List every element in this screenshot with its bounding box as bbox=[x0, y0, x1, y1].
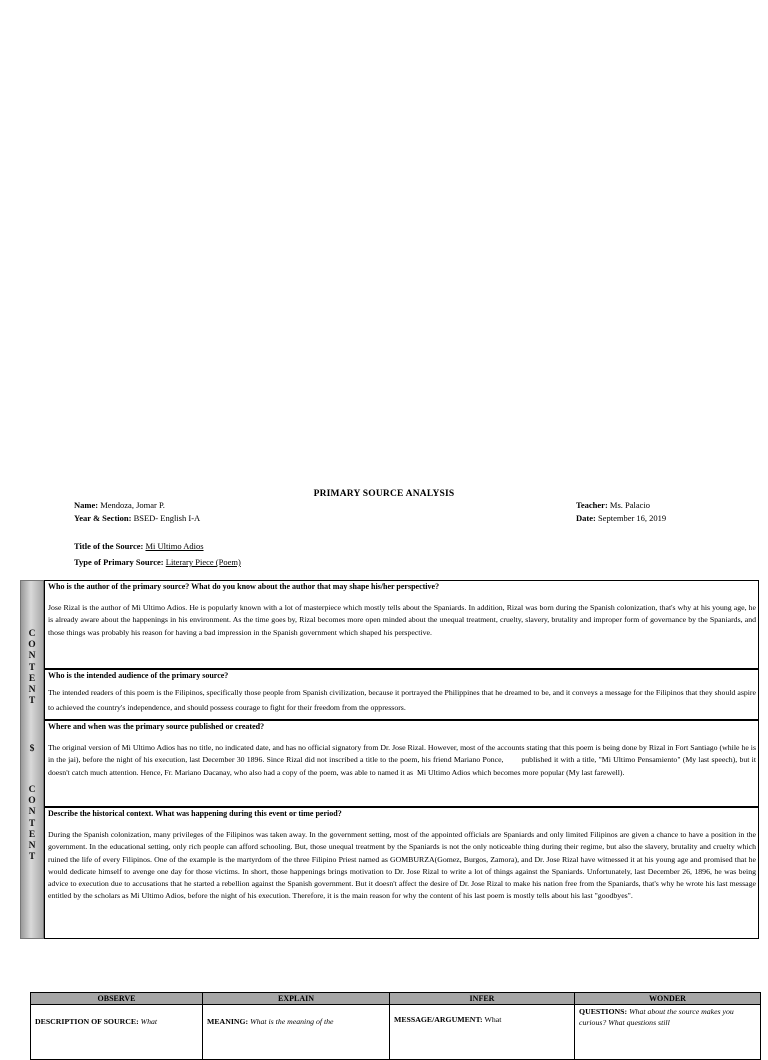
source-type-value: Literary Piece (Poem) bbox=[165, 557, 241, 567]
year-value: BSED- English I-A bbox=[133, 513, 201, 523]
teacher-value: Ms. Palacio bbox=[609, 500, 651, 510]
student-info bbox=[74, 499, 200, 525]
section-answer: Jose Rizal is the author of Mi Ultimo Adios. He is popularly known with a lot of masterpiece which mostly tells about the Spaniards. In addition, Rizal was born during the Spanish colonization, that's why at his young age, he is already aware about the happenings in his environment. As the time goes by, Rizal becomes more open minded about the unequal treatment, cruelty, slavery, brutality and improper form of governance by the Spaniards, and those things was probably his reason for having a bad impression in the Spanish government which shaped his perspective. bbox=[48, 603, 756, 637]
header-observe: OBSERVE bbox=[31, 993, 203, 1005]
content-sidebar bbox=[20, 580, 44, 939]
name-value: Mendoza, Jomar P. bbox=[100, 500, 165, 510]
date-row: Date: September 16, 2019 bbox=[576, 513, 667, 523]
cell-message: MESSAGE/ARGUMENT: What bbox=[390, 1005, 575, 1060]
section-author bbox=[44, 580, 759, 669]
section-context bbox=[44, 807, 759, 939]
cell-description: DESCRIPTION OF SOURCE: What bbox=[31, 1005, 203, 1060]
section-answer: During the Spanish colonization, many privileges of the Filipinos was taken away. In the government setting, most of the appointed officials are Spaniards and only limited Filipinos are given a chance to have a position in the government. In the educational setting, only rich people can afford schooling. But, those unequal treatment by the Spaniards is not the only noticeable thing during their regime, but also the slavery, brutality and cruelty which ruined the life of every Filipinos. One of the example is the martyrdom of the three Filipino Priest named as GOMBURZA(Gomez, Burgos, Zamora), and Dr. Jose Rizal have witnessed it at his young age and promised that he would dedicate himself to avenge one day for those victims. In short, those happenings brings motivation to Dr. Jose Rizal to write a lot of things against the Spaniards. Unfortunately, last December 26, 1896, he was being advice to execution due to accusations that he started a rebellion against the Spanish government. But it doesn't affect the desire of Dr. Jose Rizal to make his nation free from the Spaniards, that's why he wrote his last message entitled by the scholars as Mi Ultimo Adios, before the night of his execution. Therefore, it is the main reason for why the content of his last poem is mostly tells about his last "goodbyes". bbox=[48, 830, 756, 901]
section-audience bbox=[44, 669, 759, 720]
header-infer: INFER bbox=[390, 993, 575, 1005]
source-type-row: Type of Primary Source: Literary Piece (Poem) bbox=[74, 557, 241, 567]
cell-questions: QUESTIONS: What about the source makes you curious? What questions still bbox=[575, 1005, 761, 1060]
section-answer: The intended readers of this poem is the Filipinos, specifically those people from Spanish civilization, because it portrayed the Philippines that he dreamed to be, and it conveys a message for the Filipinos that they should aspire to achieved the country's independence, and should possess courage to fight for their freedom from the oppressors. bbox=[48, 688, 756, 713]
section-question: Describe the historical context. What was happening during this event or time period? bbox=[48, 809, 342, 818]
analysis-table bbox=[30, 992, 761, 1060]
cell-meaning: MEANING: What is the meaning of the bbox=[203, 1005, 390, 1060]
sidebar-symbol: $ bbox=[29, 744, 35, 754]
section-answer: The original version of Mi Ultimo Adios has no title, no indicated date, and has no official signatory from Dr. Jose Rizal. However, most of the accounts stating that this poem is being done by Rizal in Fort Santiago (while he is in the jai), before the night of his execution, last December 30 1896. Since Rizal did not inscribed a title to the poem, his friend Mariano Ponce, published it with a title, "Mi Ultimo Pensamiento" (My last speech), but it doesn't catch much attention. Hence, Fr. Mariano Dacanay, who also had a copy of the poem, was able to named it as Mi Ultimo Adios which becomes more popular (My last farewell). bbox=[48, 743, 758, 777]
sidebar-upper-label: C O N T E N T bbox=[28, 629, 36, 707]
table-header-row bbox=[31, 993, 761, 1005]
name-row: Name: Mendoza, Jomar P. bbox=[74, 500, 165, 510]
sidebar-lower-label: C O N T E N T bbox=[28, 785, 36, 863]
section-question: Who is the author of the primary source? What do you know about the author that may shape his/her perspective? bbox=[48, 582, 440, 591]
section-published bbox=[44, 720, 759, 807]
teacher-info bbox=[576, 499, 666, 525]
source-title-value: Mi Ultimo Adios bbox=[145, 541, 204, 551]
page-title: PRIMARY SOURCE ANALYSIS bbox=[313, 489, 455, 499]
section-question: Where and when was the primary source published or created? bbox=[48, 722, 265, 731]
teacher-row: Teacher: Ms. Palacio bbox=[576, 500, 651, 510]
header-wonder: WONDER bbox=[575, 993, 761, 1005]
source-info bbox=[74, 538, 241, 570]
section-question: Who is the intended audience of the primary source? bbox=[48, 671, 229, 680]
date-value: September 16, 2019 bbox=[597, 513, 667, 523]
source-title-row: Title of the Source: Mi Ultimo Adios bbox=[74, 541, 204, 551]
header-explain: EXPLAIN bbox=[203, 993, 390, 1005]
table-row bbox=[31, 1005, 761, 1060]
year-row: Year & Section: BSED- English I-A bbox=[74, 513, 201, 523]
